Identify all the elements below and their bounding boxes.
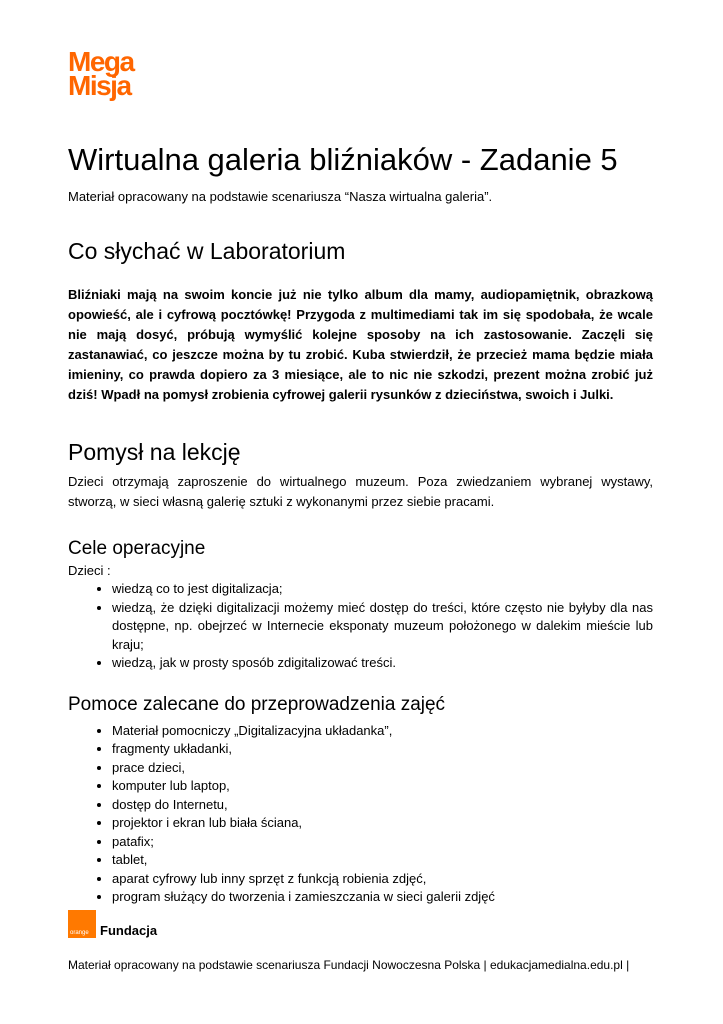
list-item: • program służący do tworzenia i zamieszczania w sieci galerii zdjęć — [112, 888, 653, 907]
lab-text: Bliźniaki mają na swoim koncie już nie tylko album dla mamy, audiopamiętnik, obrazkową opowieść, ale i cyfrową pocztówkę! Przygoda z multimediami tak im się spodobała, że wcale nie mają dosyć, próbują wymyślić kolejne sposoby na ich zastosowanie. Zaczęli się zastanawiać, co jeszcze można by tu zrobić. Kuba stwierdził, że przecież mama będzie miała imieniny, co prawda dopiero za 3 miesiące, ale to nic nie szkodzi, prezent można zrobić już dziś! Wpadł na pomysł zrobienia cyfrowej galerii rysunków z dzieciństwa, swoich i Julki. — [68, 287, 653, 402]
aids-list — [68, 722, 653, 907]
list-item: • Materiał pomocniczy „Digitalizacyjna układanka”, — [112, 722, 653, 741]
goals-list — [68, 580, 653, 673]
list-item: • prace dzieci, — [112, 759, 653, 778]
goals-heading: Cele operacyjne — [68, 538, 206, 559]
orange-logo-text: orange — [70, 930, 89, 936]
list-item: • projektor i ekran lub biała ściana, — [112, 814, 653, 833]
list-item: • aparat cyfrowy lub inny sprzęt z funkcją robienia zdjęć, — [112, 870, 653, 889]
logo-line-2: Misja — [68, 70, 131, 101]
aids-heading: Pomoce zalecane do przeprowadzenia zajęć — [68, 693, 446, 715]
list-item: • wiedzą co to jest digitalizacja; — [112, 580, 653, 599]
list-item: • tablet, — [112, 851, 653, 870]
page-title: Wirtualna galeria bliźniaków - Zadanie 5 — [68, 142, 618, 177]
idea-text: Dzieci otrzymają zaproszenie do wirtualnego muzeum. Poza zwiedzaniem wybranej wystawy, stworzą, w sieci własną galerię sztuki z wykonanymi przez siebie pracami. — [68, 474, 653, 509]
subtitle: Materiał opracowany na podstawie scenariusza “Nasza wirtualna galeria”. — [68, 189, 493, 204]
list-item: • patafix; — [112, 833, 653, 852]
fundacja-label: Fundacja — [100, 923, 158, 938]
lab-heading: Co słychać w Laboratorium — [68, 238, 346, 264]
logo-line-1: Mega — [68, 46, 134, 77]
idea-heading: Pomysł na lekcję — [68, 439, 241, 465]
orange-logo-icon — [68, 910, 96, 938]
list-item: • komputer lub laptop, — [112, 777, 653, 796]
list-item: • wiedzą, jak w prosty sposób zdigitalizować treści. — [112, 654, 653, 673]
page-footer: Materiał opracowany na podstawie scenariusza Fundacji Nowoczesna Polska | edukacjamedialna.edu.pl | — [68, 958, 630, 972]
list-item: • wiedzą, że dzięki digitalizacji możemy mieć dostęp do treści, które często nie byłyby dla nas dostępne, np. obejrzeć w Internecie eksponaty muzeum położonego w dalekim mieście lub kraju; — [112, 599, 653, 655]
megamisja-logo — [68, 46, 134, 101]
document-body — [68, 140, 653, 907]
goals-intro: Dzieci : — [68, 563, 111, 578]
list-item: • fragmenty układanki, — [112, 740, 653, 759]
list-item: • dostęp do Internetu, — [112, 796, 653, 815]
fundacja-orange-logo — [68, 910, 157, 938]
